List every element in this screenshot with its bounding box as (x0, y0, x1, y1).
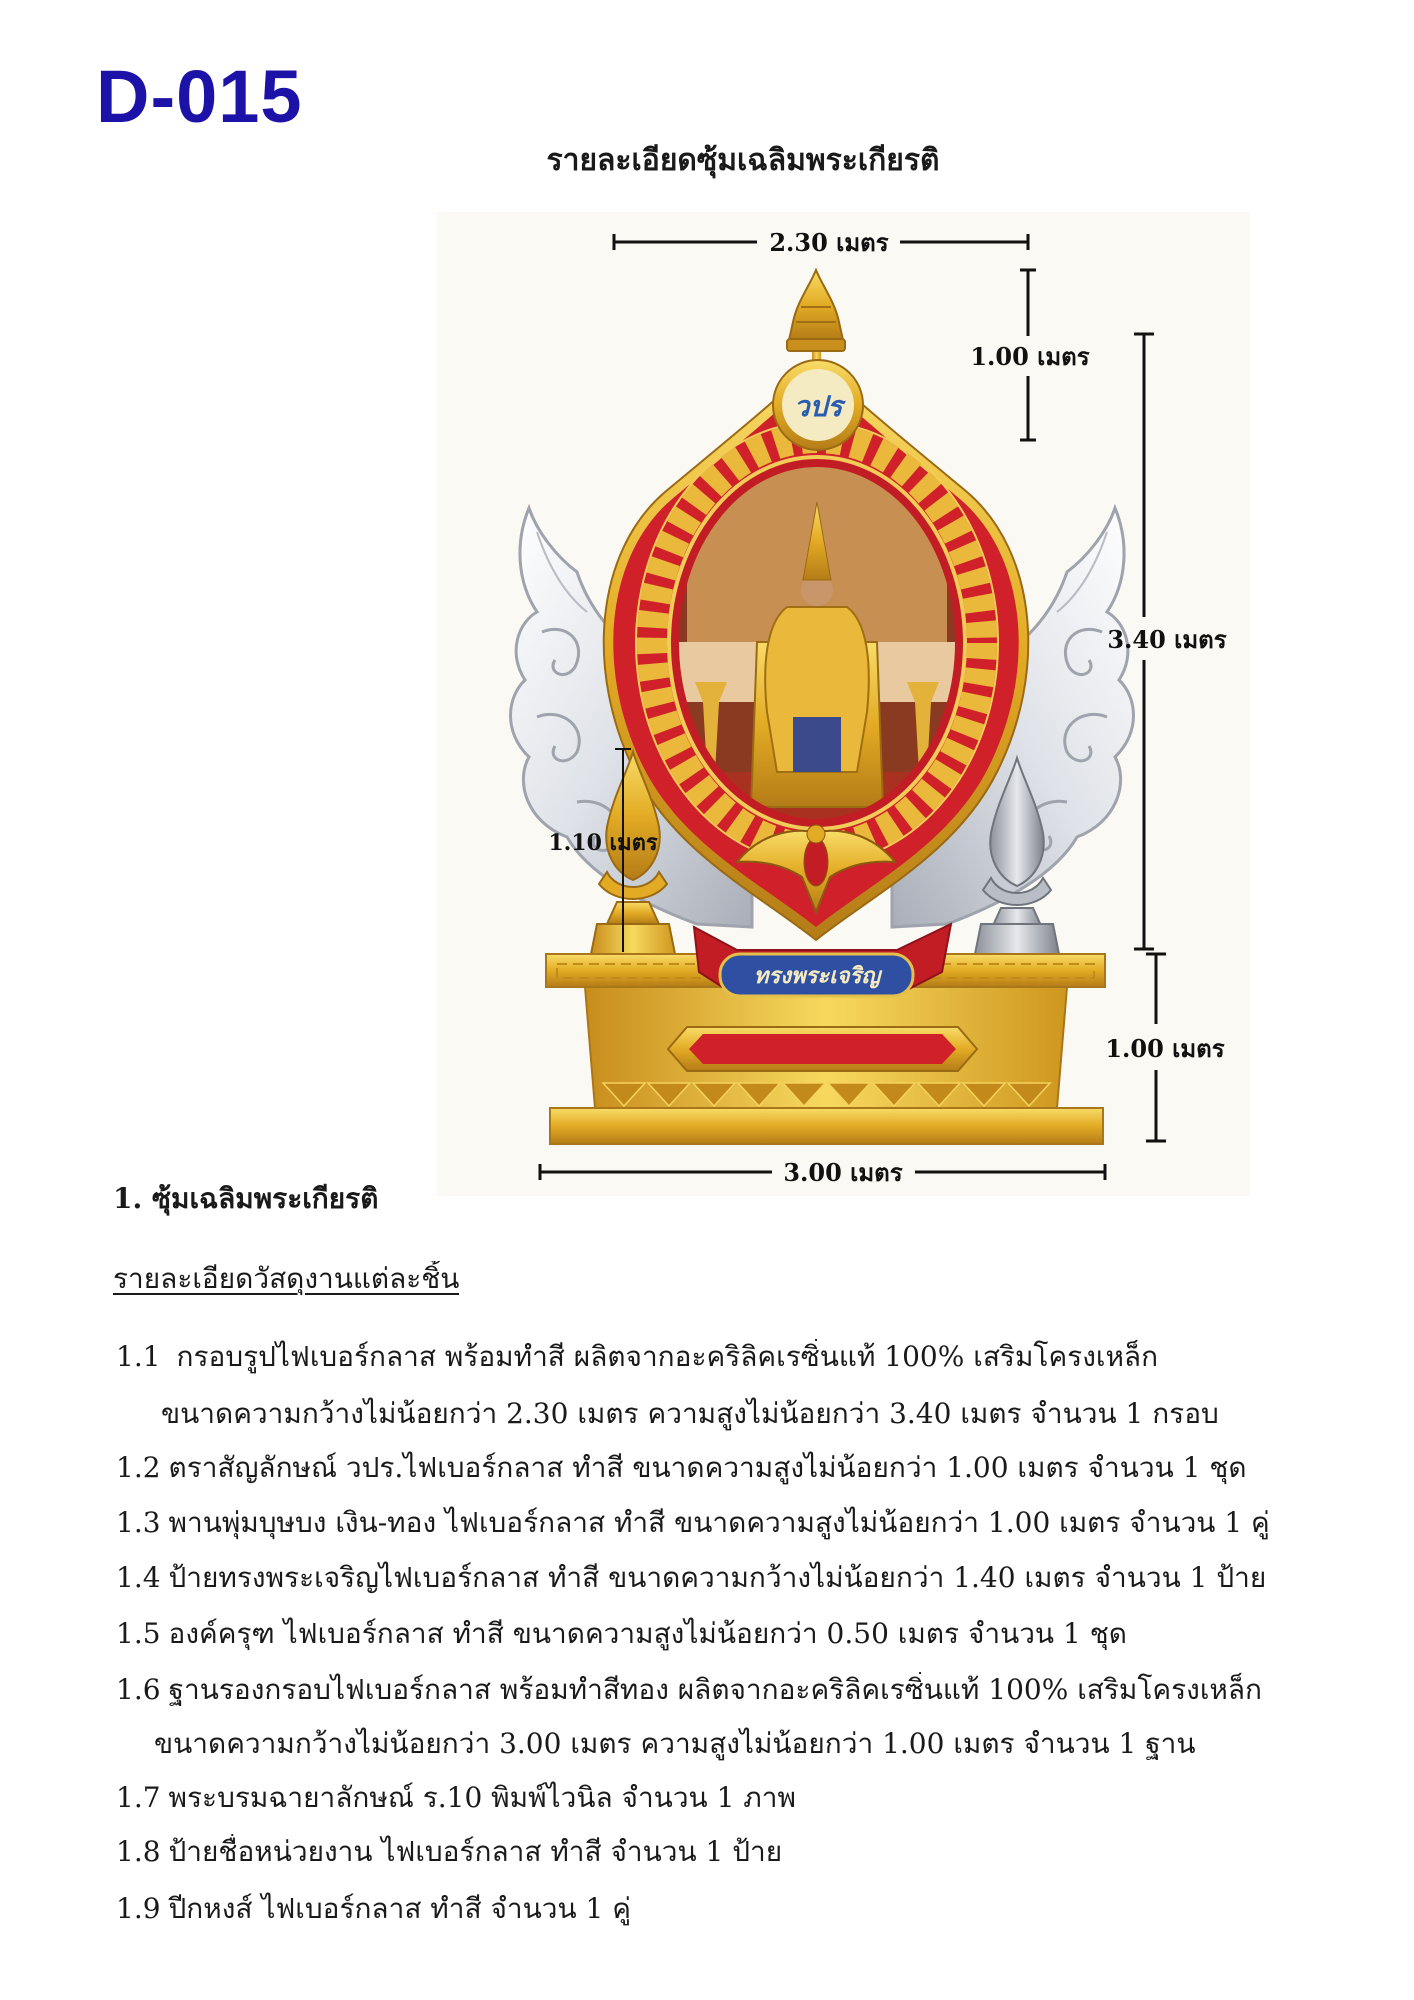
item-text: ปีกหงส์ ไฟเบอร์กลาส ทำสี จำนวน 1 คู่ (168, 1892, 631, 1925)
gold-ornament-stand (607, 902, 659, 924)
dimension-label-top-width: 2.30 เมตร (769, 228, 889, 257)
item-text: ตราสัญลักษณ์ วปร.ไฟเบอร์กลาส ทำสี ขนาดความสูงไม่น้อยกว่า 1.00 เมตร จำนวน 1 ชุด (168, 1451, 1247, 1484)
list-item (116, 1780, 796, 1816)
banner-text: ทรงพระเจริญ (753, 963, 881, 989)
list-item (116, 1450, 1247, 1486)
list-item-continuation: ขนาดความกว้างไม่น้อยกว่า 3.00 เมตร ความสูงไม่น้อยกว่า 1.00 เมตร จำนวน 1 ฐาน (154, 1727, 1196, 1760)
dimension-label-base-height: 1.00 เมตร (1105, 1034, 1225, 1063)
monument-illustration (437, 212, 1250, 1196)
garuda-body (804, 838, 828, 886)
dimension-label-base-width: 3.00 เมตร (783, 1158, 903, 1187)
emblem-text: วปร (793, 390, 843, 423)
item-number: 1.2 (116, 1451, 161, 1484)
item-number: 1.5 (116, 1617, 161, 1650)
list-item (116, 1672, 1262, 1708)
document-code: D-015 (96, 55, 303, 138)
list-item (116, 1339, 1158, 1375)
section-heading: 1. ซุ้มเฉลิมพระเกียรติ (113, 1182, 379, 1215)
portrait-sash (793, 717, 841, 772)
dimension-label-frame-height: 3.40 เมตร (1107, 625, 1227, 654)
base-bottom-slab (550, 1108, 1103, 1144)
item-number: 1.8 (116, 1835, 161, 1868)
item-text: กรอบรูปไฟเบอร์กลาส พร้อมทำสี ผลิตจากอะคริลิคเรซิ่นแท้ 100% เสริมโครงเหล็ก (176, 1340, 1159, 1373)
list-item (116, 1891, 631, 1927)
silver-ornament-base (975, 924, 1059, 954)
list-item-continuation: ขนาดความกว้างไม่น้อยกว่า 2.30 เมตร ความสูงไม่น้อยกว่า 3.40 เมตร จำนวน 1 กรอบ (161, 1397, 1219, 1430)
gold-ornament-base (591, 924, 675, 954)
crown-base (787, 339, 845, 351)
item-number: 1.4 (116, 1561, 161, 1594)
nameplate-red-panel (689, 1034, 956, 1064)
dimension-label-ornament-height: 1.10 เมตร (548, 830, 658, 856)
dimension-label-emblem-height: 1.00 เมตร (970, 342, 1090, 371)
item-text: ป้ายชื่อหน่วยงาน ไฟเบอร์กลาส ทำสี จำนวน 1 ป้าย (168, 1835, 783, 1868)
item-number: 1.1 (116, 1340, 161, 1373)
list-item (116, 1834, 782, 1870)
item-number: 1.6 (116, 1673, 161, 1706)
royal-emblem (773, 360, 863, 450)
list-item (116, 1560, 1266, 1596)
item-number: 1.7 (116, 1781, 161, 1814)
item-text: พานพุ่มบุษบง เงิน-ทอง ไฟเบอร์กลาส ทำสี ขนาดความสูงไม่น้อยกว่า 1.00 เมตร จำนวน 1 คู่ (168, 1506, 1270, 1539)
item-text: ฐานรองกรอบไฟเบอร์กลาส พร้อมทำสีทอง ผลิตจากอะคริลิคเรซิ่นแท้ 100% เสริมโครงเหล็ก (168, 1673, 1262, 1706)
section-subheading: รายละเอียดวัสดุงานแต่ละชิ้น (113, 1262, 460, 1295)
item-text: ป้ายทรงพระเจริญไฟเบอร์กลาส ทำสี ขนาดความกว้างไม่น้อยกว่า 1.40 เมตร จำนวน 1 ป้าย (168, 1561, 1267, 1594)
document-title: รายละเอียดซุ้มเฉลิมพระเกียรติ (546, 143, 940, 178)
list-item (116, 1616, 1127, 1652)
item-text: พระบรมฉายาลักษณ์ ร.10 พิมพ์ไวนิล จำนวน 1 ภาพ (168, 1781, 796, 1814)
item-number: 1.9 (116, 1892, 161, 1925)
item-text: องค์ครุฑ ไฟเบอร์กลาส ทำสี ขนาดความสูงไม่น้อยกว่า 0.50 เมตร จำนวน 1 ชุด (168, 1617, 1127, 1650)
garuda-head (807, 825, 825, 843)
list-item (116, 1505, 1270, 1541)
item-number: 1.3 (116, 1506, 161, 1539)
